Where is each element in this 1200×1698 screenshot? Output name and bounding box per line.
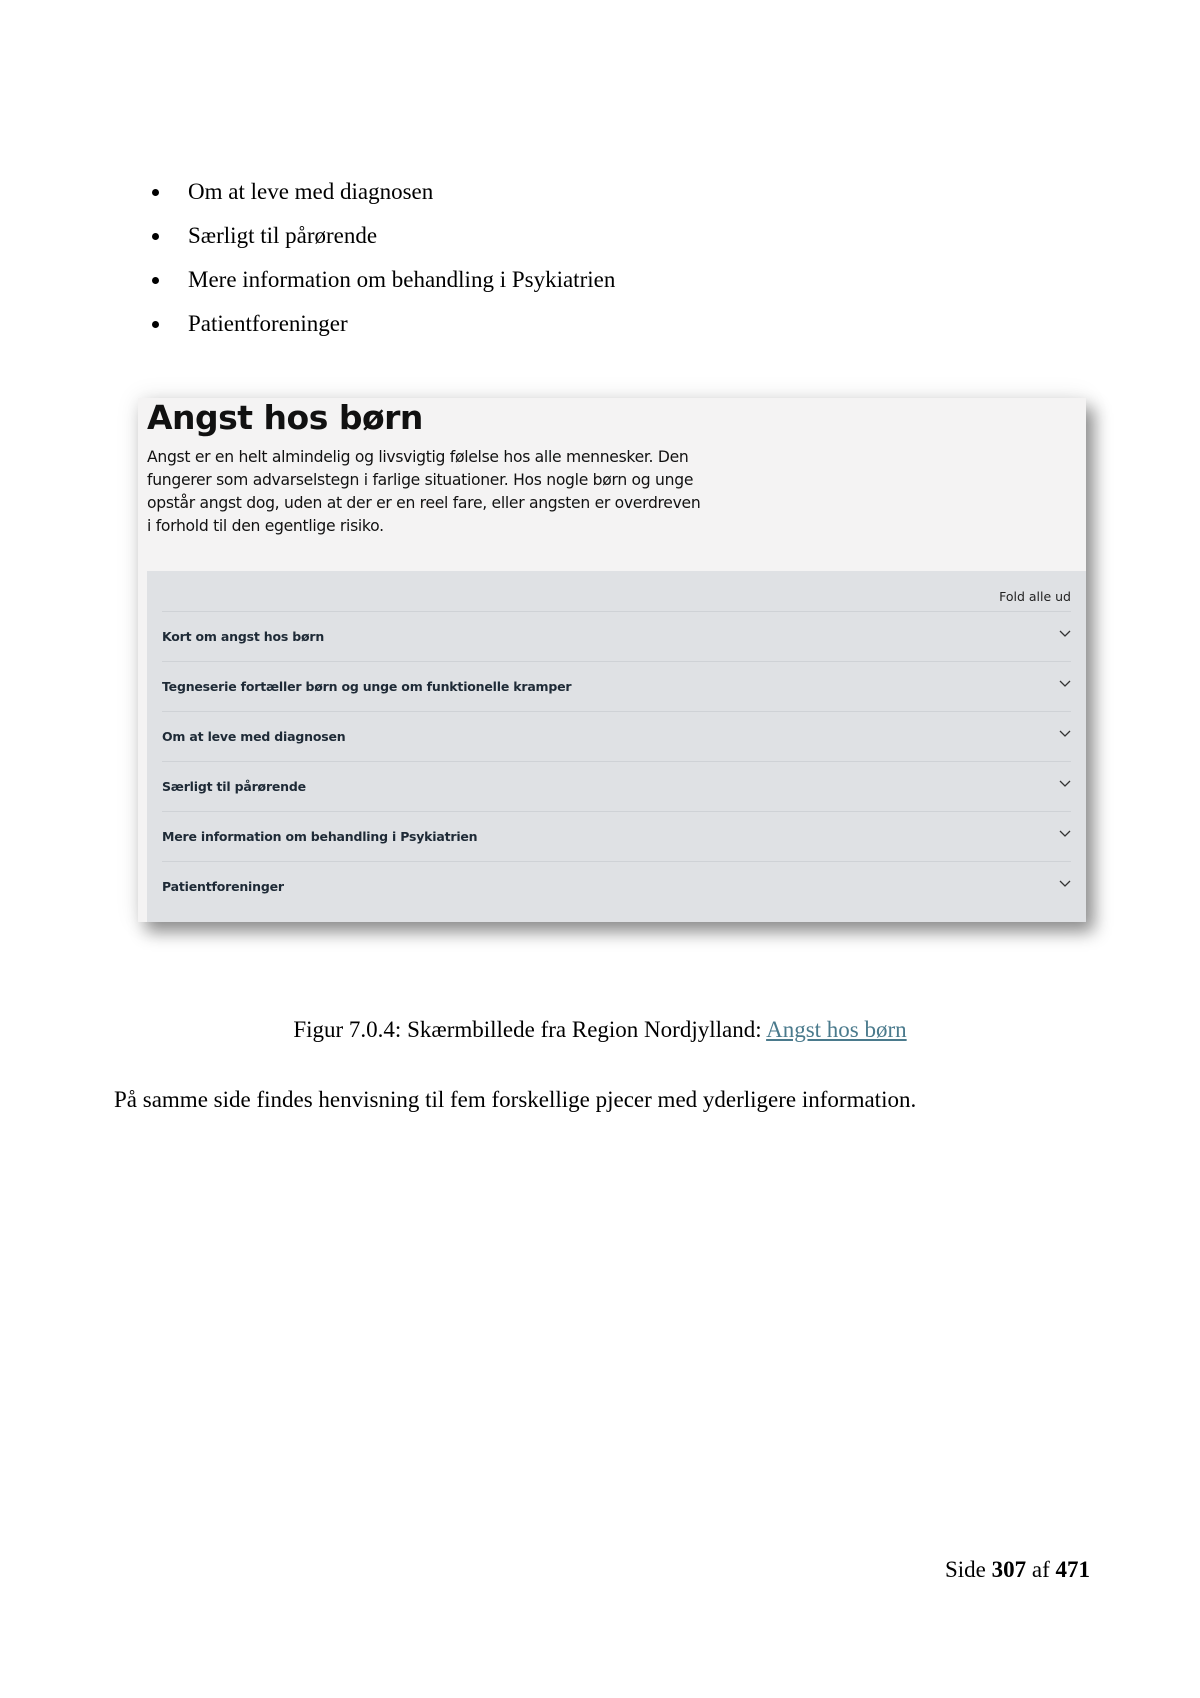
accordion-label: Mere information om behandling i Psykiatrien [162,829,478,844]
page-number [945,1557,1090,1583]
bullet-dot [152,189,159,196]
chevron-down-icon [1059,780,1071,788]
chevron-down-icon [1059,880,1071,888]
accordion-item-kort-om-angst[interactable] [162,611,1071,661]
accordion-item-saerligt-til-paaroerende[interactable] [162,761,1071,811]
body-paragraph: På samme side findes henvisning til fem forskellige pjecer med yderligere information. [114,1087,917,1112]
total-pages: 471 [1055,1557,1090,1582]
bullet-item [148,214,615,258]
caption-text: Figur 7.0.4: Skærmbillede fra Region Nordjylland: [293,1017,767,1042]
chevron-down-icon [1059,630,1071,638]
bullet-dot [152,321,159,328]
page-prefix: Side [944,1557,986,1582]
bullet-text: Mere information om behandling i Psykiatrien [188,267,616,292]
bullet-item [148,170,615,214]
chevron-down-icon [1059,680,1071,688]
accordion [147,571,1086,922]
accordion-label: Om at leve med diagnosen [162,729,346,744]
bullet-dot [152,233,159,240]
page-title: Angst hos børn [147,398,423,437]
accordion-label: Tegneserie fortæller børn og unge om funktionelle kramper [162,679,572,694]
bullet-text: Patientforeninger [188,311,348,336]
chevron-down-icon [1059,830,1071,838]
current-page: 307 [991,1557,1027,1582]
embedded-screenshot [138,398,1086,922]
bullet-text: Særligt til pårørende [188,223,378,248]
intro-text: Angst er en helt almindelig og livsvigtig følelse hos alle mennesker. Den fungerer som advarselstegn i farlige situationer. Hos nogle børn og unge opstår angst dog, uden at der er en reel fare, eller angsten er overdreven i forhold til den egentlige risiko. [147,448,701,535]
caption-link[interactable]: Angst hos børn [766,1017,907,1042]
fold-all-button[interactable]: Fold alle ud [999,589,1071,604]
accordion-item-mere-information[interactable] [162,811,1071,861]
accordion-label: Patientforeninger [162,879,284,894]
accordion-item-om-at-leve[interactable] [162,711,1071,761]
accordion-item-tegneserie[interactable] [162,661,1071,711]
page-of: af [1031,1557,1050,1582]
accordion-list [162,611,1071,911]
accordion-item-patientforeninger[interactable] [162,861,1071,911]
bullet-dot [152,277,159,284]
chevron-down-icon [1059,730,1071,738]
bullet-item [148,258,615,302]
figure-caption [0,1017,1200,1043]
bullet-item [148,302,615,346]
bullet-list [148,170,615,346]
accordion-label: Kort om angst hos børn [162,629,325,644]
accordion-label: Særligt til pårørende [162,779,306,794]
bullet-text: Om at leve med diagnosen [188,179,434,204]
